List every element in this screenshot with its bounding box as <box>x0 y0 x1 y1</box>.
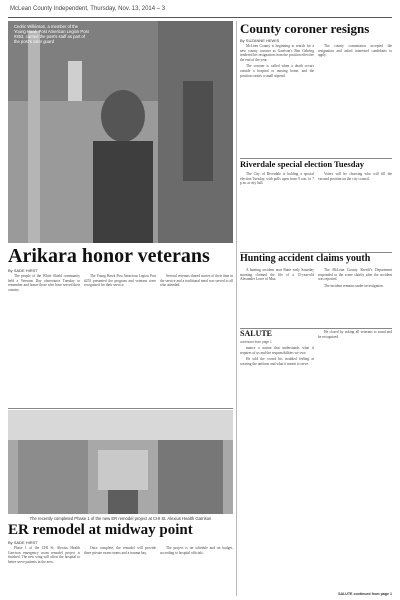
hunting-headline: Hunting accident claims youth <box>240 253 371 264</box>
arikara-para-1: The people of the White Shield community held a Veterans Day observance Tuesday to remember and honor those who have served their country. <box>8 274 80 292</box>
hunting-para-3: The incident remains under investigation. <box>324 283 384 288</box>
riverdale-para-1: The City of Riverdale is holding a special election Tuesday, with polls open from 9 a.m. to 7 p.m. at city hall. <box>240 172 314 186</box>
salute-title: SALUTE <box>240 329 273 338</box>
salute-column-1 <box>240 346 314 594</box>
er-para-3: The project is on schedule and on budget, according to hospital officials. <box>160 546 233 555</box>
coroner-para-2: The coroner is called when a death occurs outside a hospital or nursing home, and the position carries a small stipend. <box>240 64 314 78</box>
arikara-photo-caption: Cedric Wilkinson, a member of the Young Hawk Post American Legion Post #253, carried the post's staff as part of the post's color guard <box>14 24 89 44</box>
er-photo-caption: The recently completed Phase 1 of the new ER remodel project at CHI St. Alexius Health Garrison <box>29 516 212 521</box>
arikara-para-2: The Young Hawk Post American Legion Post #253 presented the program and veterans were recognized for their service. <box>84 274 156 288</box>
riverdale-column-1 <box>240 172 314 250</box>
salute-continued-footer: SALUTE continued from page 1 <box>338 592 392 596</box>
er-para-1: Phase 1 of the CHI St. Alexius Health Garrison emergency room remodel project is finished. The new wing will allow the hospital to better serve patients in the area. <box>8 546 80 564</box>
er-photo-art <box>8 410 233 514</box>
er-column-2 <box>84 546 156 596</box>
coroner-para-3: The county commission accepted the resignation and asked interested candidates to apply. <box>318 44 392 58</box>
page-header <box>0 6 400 16</box>
hunting-para-2: The McLean County Sheriff's Department responded to the scene shortly after the accident was reported. <box>318 268 392 282</box>
coroner-column-2 <box>318 44 392 158</box>
arikara-column-2 <box>84 274 156 404</box>
er-headline: ER remodel at midway point <box>8 522 193 538</box>
salute-para-2: He told the crowd his troubled feeling at wearing the uniform and what it meant to serve. <box>240 357 314 366</box>
coroner-para-1: McLean County is beginning to search for a new county coroner as Garrison's Ben Gehring tendered his resignation from the position effective the end of the year. <box>240 44 314 62</box>
er-photo <box>8 410 233 514</box>
salute-continued-label: continued from page 1 <box>240 340 272 344</box>
arikara-para-3: Several veterans shared stories of their time in the service and a traditional meal was served to all who attended. <box>160 274 233 288</box>
arikara-column-1 <box>8 274 80 404</box>
hunting-column-1 <box>240 268 314 326</box>
section-rule-hunting <box>240 252 392 253</box>
riverdale-column-2 <box>318 172 392 250</box>
er-column-1 <box>8 546 80 596</box>
riverdale-headline: Riverdale special election Tuesday <box>240 159 364 169</box>
riverdale-para-2: Voters will be choosing who will fill the vacated position on the city council. <box>318 172 392 181</box>
arikara-byline: By SADE HIRST <box>8 268 38 273</box>
section-rule-er <box>8 408 233 409</box>
hunting-para-1: A hunting accident near Butte early Saturday morning claimed the life of a 15-year-old Alexander Lowe of Max. <box>240 268 314 282</box>
arikara-photo <box>8 21 233 243</box>
salute-para-1: mance a nation that understands what it requires of us and the responsibilities we owe. <box>240 346 314 355</box>
salute-para-3: He closed by asking all veterans to stand and be recognized. <box>318 330 392 339</box>
coroner-byline: By SUZANNE HEWIS <box>240 38 280 43</box>
coroner-column-1 <box>240 44 314 158</box>
column-divider <box>236 21 237 596</box>
arikara-headline: Arikara honor veterans <box>8 245 210 267</box>
salute-column-2 <box>318 330 392 594</box>
er-column-3 <box>160 546 233 596</box>
section-rule-salute <box>240 328 392 329</box>
publication-line: McLean County Independent, Thursday, Nov. 13, 2014 – 3 <box>10 6 166 12</box>
section-rule-riverdale <box>240 158 392 159</box>
coroner-headline: County coroner resigns <box>240 21 370 36</box>
er-byline: By SADE HIRST <box>8 540 38 545</box>
arikara-photo-art <box>8 21 233 243</box>
hunting-column-2 <box>318 268 392 326</box>
er-para-2: Once complete, the remodel will provide three private exam rooms and a trauma bay. <box>84 546 156 555</box>
header-rule <box>8 17 392 18</box>
arikara-column-3 <box>160 274 233 404</box>
